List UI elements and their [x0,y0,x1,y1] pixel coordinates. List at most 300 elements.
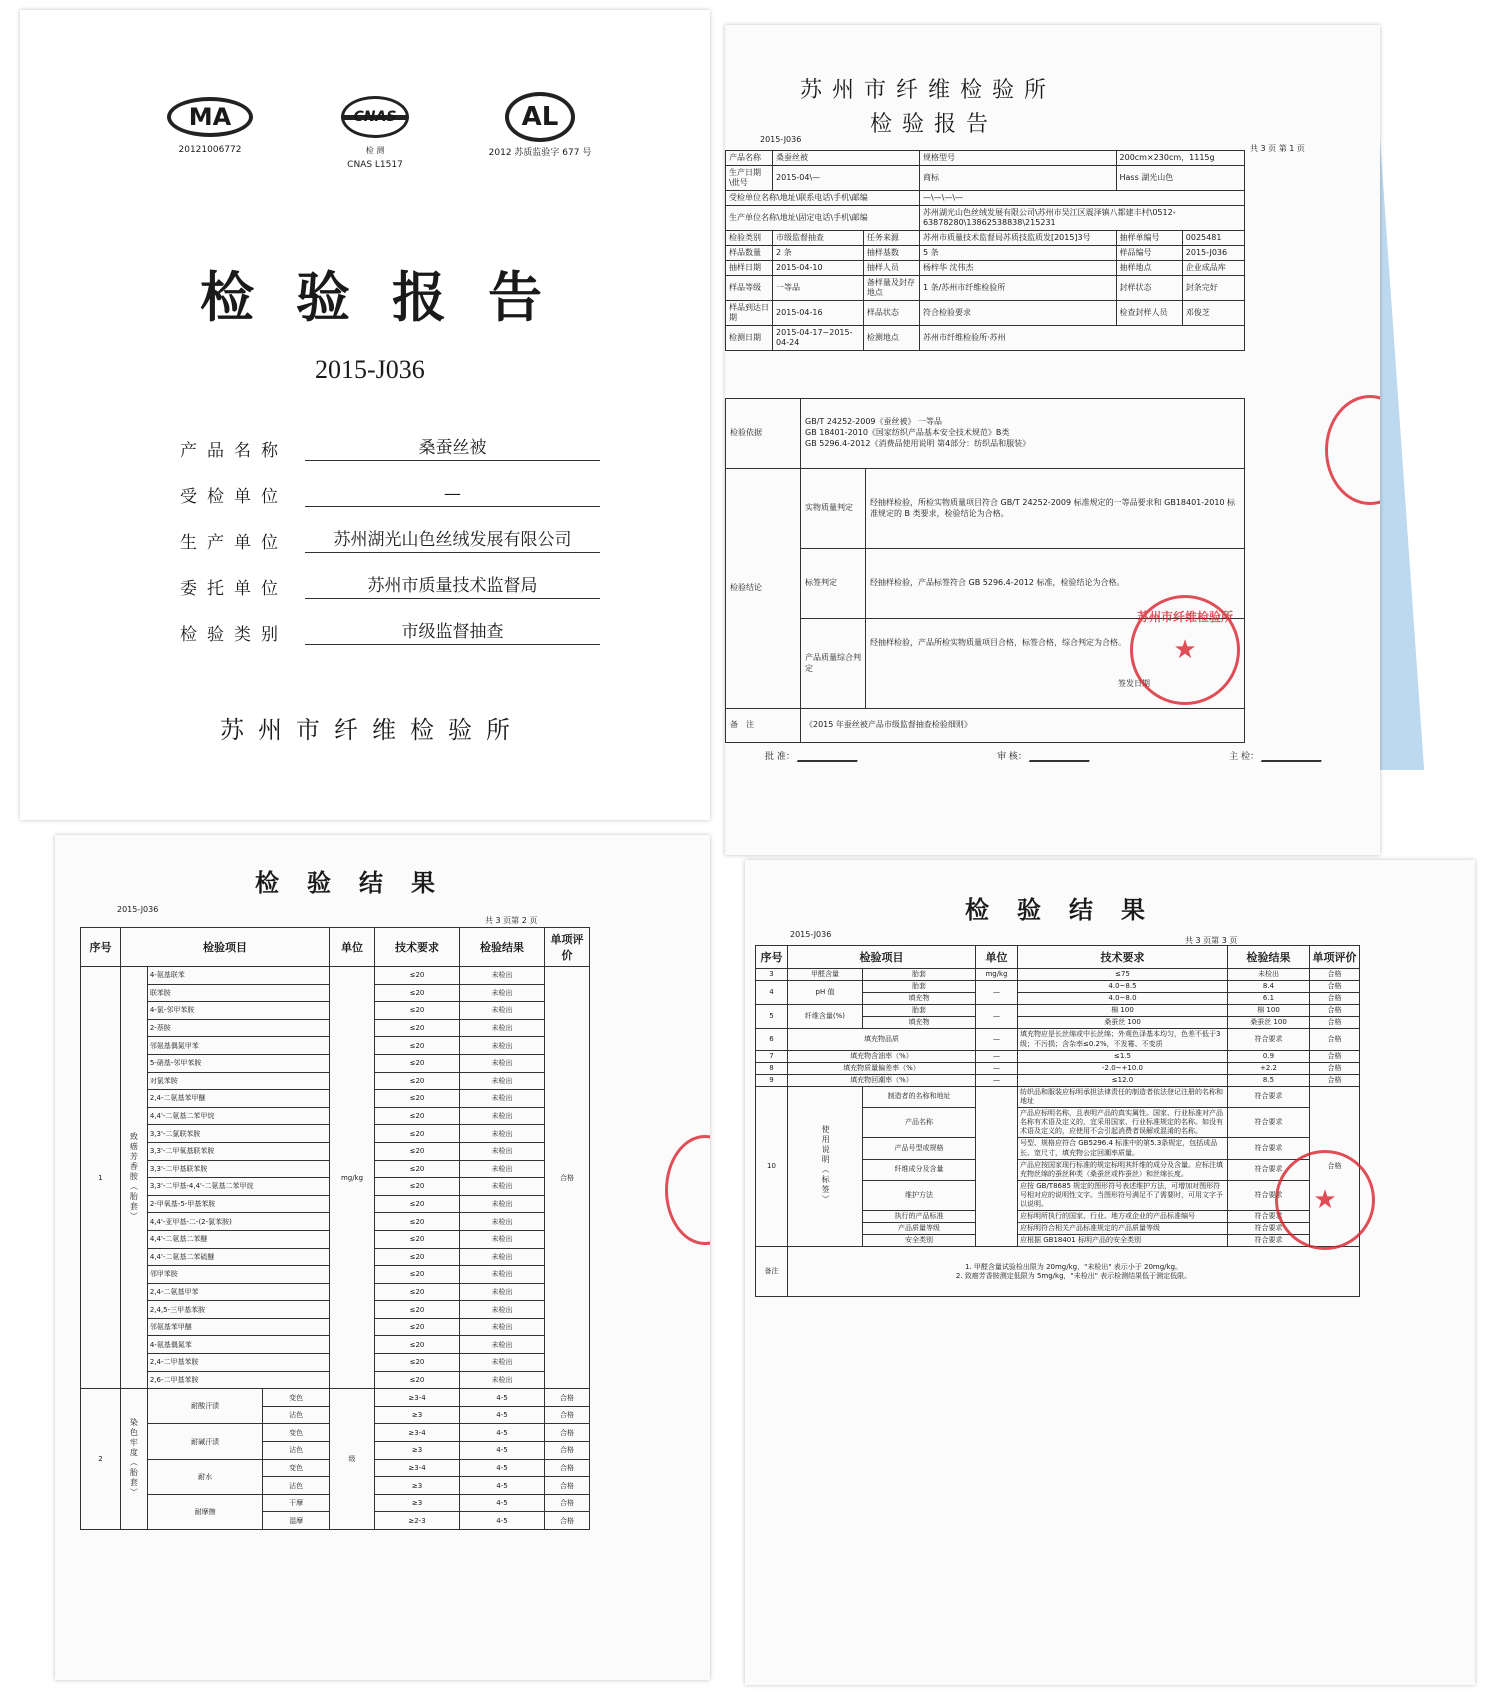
signature-icon [1261,740,1329,762]
result: 符合要求 [1228,1159,1310,1180]
unit [976,1086,1018,1246]
cell: —\—\—\— [919,191,1244,206]
logo-cnas [300,95,450,170]
basis-label: 检验依据 [726,399,801,469]
requirement: ≤20 [375,1230,460,1248]
result: 4-5 [460,1442,545,1460]
cell: 5 条 [919,246,1116,261]
requirement: ≤20 [375,1072,460,1090]
item-name: 执行的产品标准 [862,1211,975,1223]
result: 符合要求 [1228,1211,1310,1223]
verdict: 合格 [1310,981,1360,993]
unit: — [976,981,1018,1005]
result: 符合要求 [1228,1138,1310,1159]
cell: 检查封样人员 [1116,301,1182,326]
verdict: 合格 [545,1512,590,1530]
sub-item: 填充物 [862,1017,975,1029]
results-page-2 [55,835,710,1680]
cell: 样品等级 [726,276,773,301]
cell: 规格型号 [919,151,1116,166]
cell: 邓俊芝 [1182,301,1244,326]
result: 4-5 [460,1406,545,1424]
star-icon: ★ [1313,1185,1337,1215]
basis-line: GB 5296.4-2012《消费品使用说明 第4部分：纺织品和服装》 [805,438,1031,448]
cell: 2015-04-10 [773,261,864,276]
logo-al [465,95,615,170]
result: 符合要求 [1228,1108,1310,1138]
requirement: ≤20 [375,984,460,1002]
item-name: 制造者的名称和地址 [862,1086,975,1107]
sub-item: 胎套 [862,1005,975,1017]
unit: mg/kg [330,967,375,1389]
seal-ring-text: 苏州市纤维检验所 [1136,610,1233,624]
basis-line: GB 18401-2010《国家纺织产品基本安全技术规范》B类 [805,428,1010,438]
table-row [756,1074,1360,1086]
item-name: 4,4'-二氨基二苯甲烷 [147,1107,329,1125]
verdict: 合格 [1310,1029,1360,1050]
requirement: 桑蚕丝 100 [1018,1017,1228,1029]
table-row [726,166,1245,191]
item-name: 邻氨基苯甲醚 [147,1318,329,1336]
remark-label: 备 注 [726,709,801,743]
result: 未检出 [460,1230,545,1248]
cell: 检验类别 [726,231,773,246]
verdict: 合格 [1310,969,1360,981]
table-row [726,261,1245,276]
verdict: 合格 [1310,1017,1360,1029]
item-name: 3,3'-二甲基联苯胺 [147,1160,329,1178]
result: 未检出 [460,967,545,985]
item-name: 耐酸汗渍 [147,1389,263,1424]
cell: 2015-04\— [773,166,920,191]
unit: — [976,1074,1018,1086]
cell: 1 条/苏州市纤维检验所 [919,276,1116,301]
column-header: 技术要求 [1018,946,1228,969]
field-value: 苏州湖光山色丝绒发展有限公司 [305,525,600,553]
requirement: ≤20 [375,1336,460,1354]
field-value: 苏州市质量技术监督局 [305,571,600,599]
results-title: 检验结果 [965,895,1173,924]
sub-item: 胎套 [862,981,975,993]
result: 符合要求 [1228,1086,1310,1107]
cell: 生产单位名称\地址\固定电话\手机\邮编 [726,206,920,231]
note-line: 2. 致癌芳香胺测定低限为 5mg/kg，"未检出" 表示检测结果低于测定低限。 [955,1271,1192,1280]
cell: 生产日期\批号 [726,166,773,191]
sub-item: 变色 [263,1389,330,1407]
cell: 苏州市纤维检验所·苏州 [919,326,1244,351]
item-name: 产品质量等级 [862,1223,975,1235]
conclusion-sub-label: 实物质量判定 [801,469,866,549]
conclusion-text: 经抽样检验，产品标签符合 GB 5296.4-2012 标准，检验结论为合格。 [866,549,1245,619]
item-name: 纤维含量(%) [788,1005,863,1029]
result: 符合要求 [1228,1180,1310,1210]
item-name: pH 值 [788,981,863,1005]
result: 未检出 [460,1354,545,1372]
requirement: ≥3-4 [375,1424,460,1442]
cell: 符合检验要求 [919,301,1116,326]
report-organization: 苏州市纤维检验所 [800,78,1057,103]
result: 4-5 [460,1424,545,1442]
cell: 抽样日期 [726,261,773,276]
requirement: ≤20 [375,1090,460,1108]
verdict: 合格 [545,1442,590,1460]
result: 6.1 [1228,993,1310,1005]
item-name: 填充物回潮率（%） [788,1074,976,1086]
cell: 检测地点 [863,326,919,351]
cell: 0025481 [1182,231,1244,246]
result: 符合要求 [1228,1223,1310,1235]
cell: 苏州市质量技术监督局苏质技监质发[2015]3号 [919,231,1116,246]
requirement: ≥3 [375,1442,460,1460]
result: 4-5 [460,1459,545,1477]
table-row [756,1005,1360,1017]
category-text: 致癌芳香胺（胎套） [129,1131,139,1222]
requirement: ≤20 [375,1371,460,1389]
requirement: 应标明所执行的国家、行业、地方或企业的产品标准编号 [1018,1211,1228,1223]
category-label [121,1389,148,1530]
row-number: 10 [756,1086,788,1246]
result: 4-5 [460,1389,545,1407]
official-seal-icon [1275,1150,1375,1250]
verdict: 合格 [1310,1005,1360,1017]
doc-number: 2015-J036 [760,135,802,144]
item-name: 维护方法 [862,1180,975,1210]
verdict: 合格 [545,1494,590,1512]
verdict: 合格 [545,1406,590,1424]
item-name: 邻甲苯胺 [147,1266,329,1284]
result: 4-5 [460,1494,545,1512]
requirement: ≥3-4 [375,1459,460,1477]
item-name: 耐摩擦 [147,1494,263,1529]
report-info-table [725,150,1245,351]
partial-seal-icon [1325,395,1380,505]
row-number: 3 [756,969,788,981]
logo-ma [135,95,285,170]
cell: 抽样地点 [1116,261,1182,276]
signature-icon [1029,740,1097,762]
column-header: 检验项目 [788,946,976,969]
requirement: ≤20 [375,1266,460,1284]
unit: — [976,1050,1018,1062]
signature-row [765,740,1325,762]
column-header: 检验项目 [121,928,330,967]
cell: 2015-04-16 [773,301,864,326]
row-number: 2 [81,1389,121,1530]
sub-item: 沾色 [263,1406,330,1424]
cell: 样品数量 [726,246,773,261]
conclusion-sub-label: 标签判定 [801,549,866,619]
reviewer [997,740,1093,762]
cell: 检测日期 [726,326,773,351]
column-header: 序号 [756,946,788,969]
table-row [756,1086,1360,1107]
result: 未检出 [460,1301,545,1319]
cell: 2 条 [773,246,864,261]
results-title: 检验结果 [255,868,463,897]
verdict: 合格 [545,1424,590,1442]
table-row [756,1050,1360,1062]
notes-cell [788,1247,1360,1297]
category-text: 染色牢度（胎套） [129,1418,139,1499]
result: 未检出 [460,1125,545,1143]
result: 未检出 [460,1195,545,1213]
approver [765,740,861,762]
result: 未检出 [460,1002,545,1020]
result: 4-5 [460,1477,545,1495]
row-number: 8 [756,1062,788,1074]
requirement: ≥3-4 [375,1389,460,1407]
logo-code: CNAS L1517 [347,160,403,170]
field-label: 检验类别 [180,625,288,645]
verdict: 合格 [1310,1050,1360,1062]
report-title: 检验报告 [870,112,999,137]
cover-page [20,10,710,820]
item-name: 2-甲氧基-5-甲基苯胺 [147,1195,329,1213]
sub-item: 沾色 [263,1477,330,1495]
result: 棉 100 [1228,1005,1310,1017]
logo-code: 2012 苏质监验字 677 号 [488,148,592,158]
unit: — [976,1005,1018,1029]
sub-item: 填充物 [862,993,975,1005]
item-name: 安全类别 [862,1235,975,1247]
result: 未检出 [460,1037,545,1055]
table-row [756,969,1360,981]
cell: 任务来源 [863,231,919,246]
table-row [756,1062,1360,1074]
result: 符合要求 [1228,1235,1310,1247]
item-name: 4,4'-二氨基二苯硫醚 [147,1248,329,1266]
item-name: 4-氨基偶氮苯 [147,1336,329,1354]
sub-item: 变色 [263,1424,330,1442]
cell: 抽样人员 [863,261,919,276]
requirement: ≤12.0 [1018,1074,1228,1086]
cover-field-row [180,461,600,507]
table-row [726,191,1245,206]
cover-field-row [180,553,600,599]
issue-date-label: 签发日期 [1118,678,1150,688]
requirement: ≤20 [375,1318,460,1336]
result: 未检出 [460,1090,545,1108]
table-row [726,231,1245,246]
cell: 200cm×230cm，1115g [1116,151,1244,166]
result: 符合要求 [1228,1029,1310,1050]
verdict: 合格 [545,1459,590,1477]
unit: 级 [330,1389,375,1530]
item-name: 4,4'-亚甲基-二-(2-氯苯胺) [147,1213,329,1231]
requirement: ≤20 [375,1195,460,1213]
requirement: 4.0~8.0 [1018,993,1228,1005]
requirement: ≤75 [1018,969,1228,981]
unit: — [976,1029,1018,1050]
row-number: 7 [756,1050,788,1062]
requirement: ≥3 [375,1477,460,1495]
approve-label: 批 准： [765,752,795,762]
star-icon: ★ [1173,635,1197,665]
requirement: ≥2-3 [375,1512,460,1530]
cnas-logo-icon: CNAS [341,96,409,138]
result: 8.5 [1228,1074,1310,1086]
table-row [756,1247,1360,1297]
cell: 商标 [919,166,1116,191]
requirement: ≤20 [375,967,460,985]
result: 未检出 [460,1336,545,1354]
basis-cell [801,399,1245,469]
remark-text: 《2015 年蚕丝被产品市级监督抽查检验细则》 [801,709,1245,743]
requirement: 填充物应是长丝绵或中长丝绵；外观色泽基本均匀，色差不低于3级；不污损；含杂率≤0.2%，不发霉、不变质 [1018,1029,1228,1050]
cell: 杨梓华 沈伟杰 [919,261,1116,276]
cell: 受检单位名称\地址\联系电话\手机\邮编 [726,191,920,206]
item-name: 2-萘胺 [147,1019,329,1037]
result: 未检出 [460,1283,545,1301]
verdict: 合格 [545,967,590,1389]
result: 未检出 [460,1072,545,1090]
cell: 桑蚕丝被 [773,151,920,166]
result: 未检出 [460,1318,545,1336]
result: 未检出 [460,1142,545,1160]
table-row [726,326,1245,351]
table-row [726,399,1245,469]
item-name: 耐水 [147,1459,263,1494]
requirement: ≤20 [375,1107,460,1125]
result: 未检出 [460,1019,545,1037]
conclusion-label: 检验结论 [726,469,801,709]
unit: mg/kg [976,969,1018,981]
cell: 企业成品库 [1182,261,1244,276]
requirement: ≥3 [375,1406,460,1424]
logo-sub: 检 测 [365,146,385,155]
result: 未检出 [460,1054,545,1072]
report-number: 2015-J036 [315,355,425,384]
field-label: 委托单位 [180,579,288,599]
requirement: 产品应标明名称，且表明产品的真实属性。国家、行业标准对产品名称有术语及定义的，宜采用国家、行业标准规定的名称。如没有术语及定义的，应使用不会引起消费者误解或混淆的名称。 [1018,1108,1228,1138]
item-name: 联苯胺 [147,984,329,1002]
item-name: 4-氨基联苯 [147,967,329,985]
column-header: 检验结果 [460,928,545,967]
field-label: 生产单位 [180,533,288,553]
item-name: 4,4'-二氨基二苯醚 [147,1230,329,1248]
requirement: ≤1.5 [1018,1050,1228,1062]
field-value: 市级监督抽查 [305,617,600,645]
table-row [726,151,1245,166]
verdict: 合格 [1310,993,1360,1005]
requirement: ≤20 [375,1054,460,1072]
result: 未检出 [460,1160,545,1178]
result: 4-5 [460,1512,545,1530]
cell: 一等品 [773,276,864,301]
cell: 封样状态 [1116,276,1182,301]
item-name: 2,6-二甲基苯胺 [147,1371,329,1389]
result: 桑蚕丝 100 [1228,1017,1310,1029]
requirement: 产品应按国家现行标准的规定标明其纤维的成分及含量。应标注填充物丝绵的蚕丝种类（桑蚕丝或柞蚕丝）和丝绵长度。 [1018,1159,1228,1180]
result: 未检出 [460,984,545,1002]
logo-code: 20121006772 [178,145,242,155]
requirement: ≤20 [375,1002,460,1020]
requirement: 4.0~8.5 [1018,981,1228,993]
column-header: 检验结果 [1228,946,1310,969]
item-name: 2,4-二甲基苯胺 [147,1354,329,1372]
requirement: 应按 GB/T8685 规定的图形符号表述维护方法，可增加对图形符号相对应的说明性文字。当图形符号满足不了需要时，可用文字予以说明。 [1018,1180,1228,1210]
column-header: 单位 [976,946,1018,969]
table-row [756,1029,1360,1050]
table-row [726,469,1245,549]
table-row [81,1389,590,1407]
cell: 样品编号 [1116,246,1182,261]
item-name: 2,4,5-三甲基苯胺 [147,1301,329,1319]
item-name: 5-硝基-邻甲苯胺 [147,1054,329,1072]
requirement: 应根据 GB18401 标明产品的安全类别 [1018,1235,1228,1247]
note-line: 1. 甲醛含量试验检出限为 20mg/kg，"未检出" 表示小于 20mg/kg。 [964,1262,1183,1271]
item-name: 产品名称 [862,1108,975,1138]
item-name: 产品号型或规格 [862,1138,975,1159]
cover-field-row [180,599,600,645]
result: 未检出 [460,1371,545,1389]
requirement: 号型、规格应符合 GB5296.4 标准中的第5.3条规定，包括成品长、宽尺寸，填充物公定回潮率质量。 [1018,1138,1228,1159]
cover-field-row [180,415,600,461]
cell: 苏州湖光山色丝绒发展有限公司\苏州市吴江区震泽镇八都建丰村\0512-63878280\13862538838\215231 [919,206,1244,231]
verdict: 合格 [1310,1086,1360,1246]
cell: 抽样单编号 [1116,231,1182,246]
cover-field-row [180,507,600,553]
cell: 2015-04-17~2015-04-24 [773,326,864,351]
requirement: ≤20 [375,1142,460,1160]
requirement: ≤20 [375,1283,460,1301]
page-number: 共 3 页第 3 页 [1185,936,1238,945]
table-row [726,246,1245,261]
result: 8.4 [1228,981,1310,993]
header-row [756,946,1360,969]
al-logo-icon: AL [505,92,575,142]
verdict: 合格 [1310,1062,1360,1074]
requirement: ≤20 [375,1354,460,1372]
table-row [81,967,590,985]
row-number: 5 [756,1005,788,1029]
field-label: 受检单位 [180,487,288,507]
sub-item: 湿摩 [263,1512,330,1530]
item-name: 纤维成分及含量 [862,1159,975,1180]
table-row [726,301,1245,326]
requirement: ≤20 [375,1160,460,1178]
column-header: 单项评价 [545,928,590,967]
item-name: 填充物品质 [788,1029,976,1050]
requirement: 应标明符合相关产品标准规定的产品质量等级 [1018,1223,1228,1235]
table-row [726,709,1245,743]
cell: Hass 湖光山色 [1116,166,1244,191]
official-seal-icon [1130,595,1240,705]
results-table-p2 [80,927,590,1530]
partial-seal-icon [665,1135,710,1245]
table-row [726,206,1245,231]
results-page-3 [745,860,1475,1685]
conclusion-text: 经抽样检验，产品所检实物质量项目合格，标签合格，综合判定为合格。 [870,637,1126,647]
verdict: 合格 [1310,1074,1360,1086]
cell: 产品名称 [726,151,773,166]
cell: 市级监督抽查 [773,231,864,246]
row-number: 4 [756,981,788,1005]
requirement: ≤20 [375,1125,460,1143]
accreditation-logos [135,95,615,170]
item-name: 填充物含油率（%） [788,1050,976,1062]
row-number: 9 [756,1074,788,1086]
requirement: ≥3 [375,1494,460,1512]
results-table-p3 [755,945,1360,1297]
item-name: 甲醛含量 [788,969,863,981]
doc-number: 2015-J036 [117,905,159,914]
column-header: 序号 [81,928,121,967]
page-number: 共 3 页第 2 页 [485,916,538,925]
report-summary-page [725,25,1380,855]
cell: 备样量及封存地点 [863,276,919,301]
cover-fields [180,415,600,645]
